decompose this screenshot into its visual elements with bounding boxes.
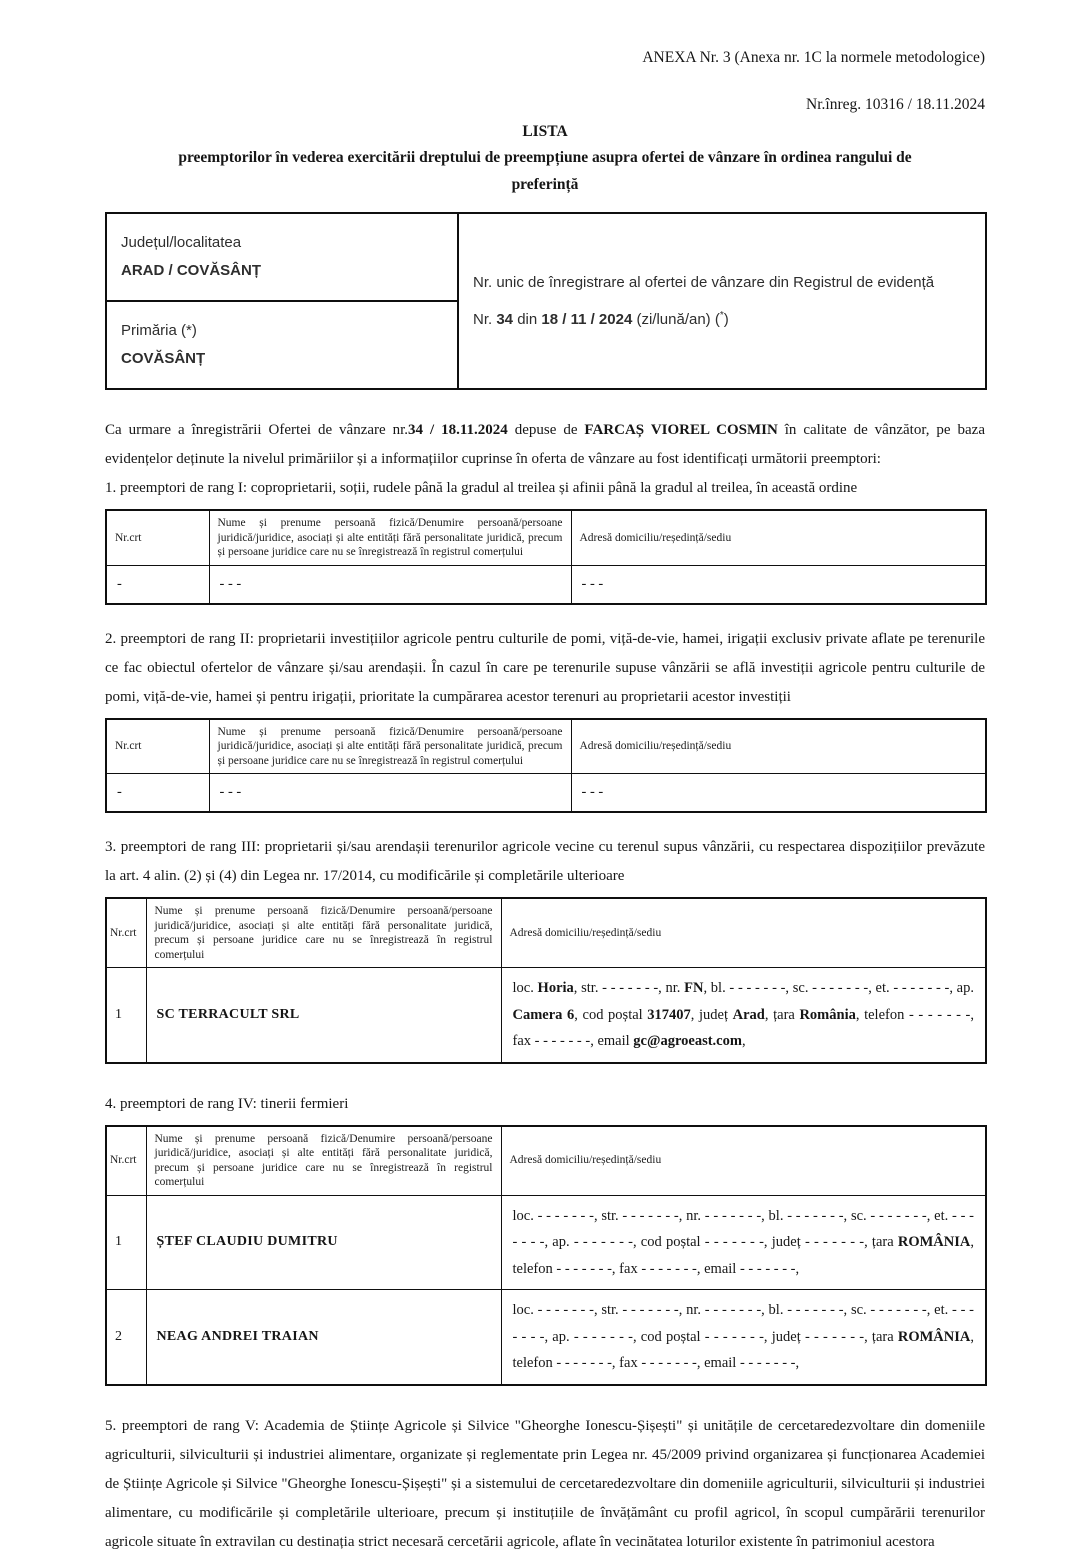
primaria-cell: [106, 301, 458, 389]
rank2-table: [105, 718, 987, 814]
rank2-intro: 2. preemptori de rang II: proprietarii investițiilor agricole pentru culturile de pomi, viță-de-vie, hamei, irigații exclusiv private aflate pe terenurile ce fac obiectul ofertelor de vânzare și/sau arendașii. În cazul în care pe terenurile supuse vânzării se află investiții agricole pentru culturile de pomi, viță-de-vie, hamei și pentru irigații, prioritate la cumpărarea acestor terenuri au proprietarii acestor investiții: [105, 630, 985, 705]
rank4-intro: 4. preemptori de rang IV: tinerii fermieri: [105, 1095, 349, 1112]
rank2-row-address: - - -: [571, 774, 986, 813]
rank5-paragraph: 5. preemptori de rang V: Academia de Științe Agricole și Silvice "Gheorghe Ionescu-Șișești" și unitățile de cercetaredezvoltare din domeniile agriculturii, silviculturii și industriei alimentare, organizate și reglementate prin Legea nr. 45/2009 privind organizarea și funcționarea Academiei de Științe Agricole și Silvice "Gheorghe Ionescu-Șișești" și a sistemului de cercetaredezvoltare din domeniile agriculturii, silviculturii și industriei alimentare, cu modificările și completările ulterioare, precum și instituțiile de învățământ cu profil agricol, în scopul cumpărării terenurilor agricole situate în extravilan cu destinația strict necesară cercetării agricole, aflate în vecinătatea loturilor existente în patrimoniul acestora: [105, 1417, 985, 1550]
rank2-header-name: Nume și prenume persoană fizică/Denumire persoană/persoane juridică/juridice, asociați și alte entități fără personalitate juridică, precum și persoane juridice care nu se înregistrează în registrul comerțului: [209, 719, 571, 774]
document-title: LISTA: [522, 123, 568, 140]
primaria-value: COVĂSÂNȚ: [121, 350, 206, 367]
rank2-row-name: - - -: [209, 774, 571, 813]
county-cell: [106, 213, 458, 301]
rank3-header-name: Nume și prenume persoană fizică/Denumire persoană/persoane juridică/juridice, asociați și alte entități fără personalitate juridică, precum și persoane juridice care nu se înregistrează în registrul comerțului: [146, 898, 501, 968]
annex-label: ANEXA Nr. 3 (Anexa nr. 1C la normele metodologice): [642, 49, 985, 66]
rank4-header-nr: Nr.crt: [106, 1126, 146, 1196]
rank4-row2-nr: 2: [106, 1290, 146, 1385]
rank4-row1-nr: 1: [106, 1195, 146, 1290]
rank3-row-name: SC TERRACULT SRL: [146, 968, 501, 1063]
rank1-row-address: - - -: [571, 565, 986, 604]
rank4-header-address: Adresă domiciliu/reședință/sediu: [501, 1126, 986, 1196]
rank3-table: [105, 897, 987, 1064]
rank4-row1-name: ȘTEF CLAUDIU DUMITRU: [146, 1195, 501, 1290]
rank2-header-nr: Nr.crt: [106, 719, 209, 774]
registration-info-table: [105, 212, 987, 390]
registration-number: Nr.înreg. 10316 / 18.11.2024: [806, 96, 985, 113]
county-value: ARAD / COVĂSÂNȚ: [121, 262, 262, 279]
rank3-row-nr: 1: [106, 968, 146, 1063]
rank4-row2-name: NEAG ANDREI TRAIAN: [146, 1290, 501, 1385]
rank4-table: [105, 1125, 987, 1386]
rank1-table: [105, 509, 987, 605]
rank1-row-name: - - -: [209, 565, 571, 604]
rank2-header-row: [106, 719, 986, 774]
rank4-header-name: Nume și prenume persoană fizică/Denumire persoană/persoane juridică/juridice, asociați și alte entități fără personalitate juridică, precum și persoane juridice care nu se înregistrează în registrul comerțului: [146, 1126, 501, 1196]
rank1-header-row: [106, 510, 986, 565]
rank4-preemptor-row: [106, 1195, 986, 1290]
rank4-row2-address: loc. - - - - - - -, str. - - - - - - -, nr. - - - - - - -, bl. - - - - - - -, sc. - - - - - - -, et. - - - - - - -, ap. - - - - - - -, cod poștal - - - - - - -, județ - - - - - - -, țara ROMÂNIA, telefon - - - - - - -, fax - - - - - - -, email - - - - - - -,: [501, 1290, 986, 1385]
registration-entry-line: Nr. 34 din 18 / 11 / 2024 (zi/lună/an) (*): [473, 310, 729, 328]
rank1-header-name: Nume și prenume persoană fizică/Denumire persoană/persoane juridică/juridice, asociați și alte entități fără personalitate juridică, precum și persoane juridice care nu se înregistrează în registrul comerțului: [209, 510, 571, 565]
rank3-preemptor-row: [106, 968, 986, 1063]
rank1-intro: 1. preemptori de rang I: coproprietarii, soții, rudele până la gradul al treilea și afinii până la gradul al treilea, în această ordine: [105, 480, 858, 496]
rank1-header-address: Adresă domiciliu/reședință/sediu: [571, 510, 986, 565]
rank2-header-address: Adresă domiciliu/reședință/sediu: [571, 719, 986, 774]
document-subtitle-line2: preferință: [511, 176, 579, 193]
intro-paragraph: Ca urmare a înregistrării Ofertei de vânzare nr.34 / 18.11.2024 depuse de FARCAȘ VIOREL COSMIN în calitate de vânzător, pe baza evidențelor deținute la nivelul primăriilor și a informațiilor cuprinse în oferta de vânzare au fost identificați următorii preemptori:: [105, 422, 985, 467]
rank2-empty-row: [106, 774, 986, 813]
rank3-header-row: [106, 898, 986, 968]
rank1-header-nr: Nr.crt: [106, 510, 209, 565]
rank3-header-nr: Nr.crt: [106, 898, 146, 968]
document-subtitle: [105, 144, 985, 198]
unique-registration-label: Nr. unic de înregistrare al ofertei de vânzare din Registrul de evidență: [473, 274, 935, 291]
rank4-header-row: [106, 1126, 986, 1196]
rank1-empty-row: [106, 565, 986, 604]
rank1-row-nr: -: [106, 565, 209, 604]
primaria-label: Primăria (*): [121, 322, 197, 339]
rank3-intro: 3. preemptori de rang III: proprietarii și/sau arendașii terenurilor agricole vecine cu terenul supus vânzării, cu respectarea dispozițiilor prevăzute la art. 4 alin. (2) și (4) din Legea nr. 17/2014, cu modificările și completările ulterioare: [105, 839, 985, 884]
rank4-row1-address: loc. - - - - - - -, str. - - - - - - -, nr. - - - - - - -, bl. - - - - - - -, sc. - - - - - - -, et. - - - - - - -, ap. - - - - - - -, cod poștal - - - - - - -, județ - - - - - - -, țara ROMÂNIA, telefon - - - - - - -, fax - - - - - - -, email - - - - - - -,: [501, 1195, 986, 1290]
document-subtitle-line1: preemptorilor în vederea exercitării dreptului de preempțiune asupra ofertei de vânzare în ordinea rangului de: [178, 149, 912, 166]
rank3-row-address: loc. Horia, str. - - - - - - -, nr. FN, bl. - - - - - - -, sc. - - - - - - -, et. - - - - - - -, ap. Camera 6, cod poștal 317407, județ Arad, țara România, telefon - - - - - - -, fax - - - - - - -, email gc@agroeast.com,: [501, 968, 986, 1063]
county-label: Județul/localitatea: [121, 234, 242, 251]
rank3-header-address: Adresă domiciliu/reședință/sediu: [501, 898, 986, 968]
rank2-row-nr: -: [106, 774, 209, 813]
rank4-preemptor-row: [106, 1290, 986, 1385]
unique-registration-cell: [458, 213, 986, 389]
